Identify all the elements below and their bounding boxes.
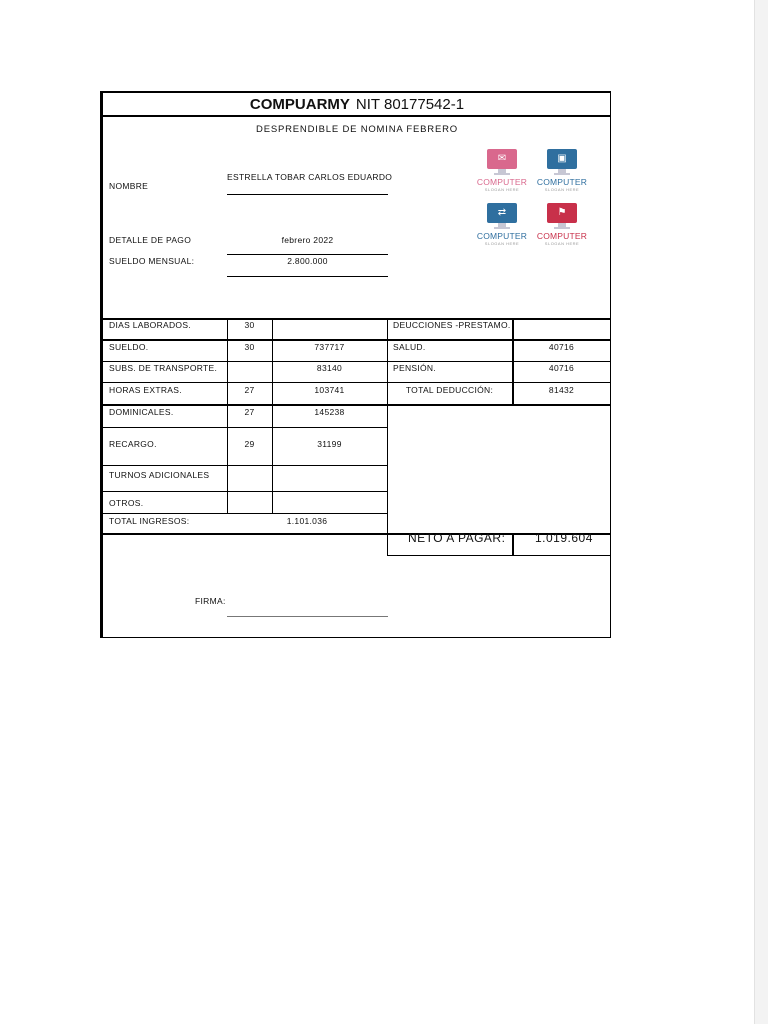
pay-detail-underline	[227, 254, 388, 255]
horas-qty: 27	[244, 385, 255, 395]
laptop-chat-icon: ✉	[487, 149, 517, 169]
otros-label: OTROS.	[109, 498, 144, 508]
col-border	[512, 533, 514, 555]
logo-slogan: SLOGAN HERE	[544, 187, 580, 192]
logo-slogan: SLOGAN HERE	[544, 241, 580, 246]
dominicales-value: 145238	[314, 407, 345, 417]
dias-label: DIAS LABORADOS.	[109, 320, 191, 330]
pension-value: 40716	[548, 363, 575, 373]
col-border	[387, 318, 388, 555]
row-border	[103, 491, 387, 492]
recargo-label: RECARGO.	[109, 439, 157, 449]
dias-qty: 30	[244, 320, 255, 330]
monitor-icon: ▣	[547, 149, 577, 169]
row-border	[103, 404, 611, 406]
company-nit: NIT 80177542-1	[355, 96, 465, 113]
sueldo-qty: 30	[244, 342, 255, 352]
dominicales-label: DOMINICALES.	[109, 407, 174, 417]
slip-title	[103, 96, 611, 113]
logo-label: COMPUTER	[476, 177, 528, 187]
pension-label: PENSIÓN.	[393, 363, 437, 373]
row-border	[103, 465, 387, 466]
logo-monitor	[531, 145, 593, 201]
row-border	[103, 382, 611, 383]
computer-logos	[471, 141, 596, 269]
logo-slogan: SLOGAN HERE	[484, 241, 520, 246]
dominicales-qty: 27	[244, 407, 255, 417]
name-label: NOMBRE	[109, 181, 149, 191]
pay-detail-value: febrero 2022	[281, 235, 334, 245]
total-ingresos-value: 1.101.036	[286, 516, 328, 526]
logo-laptop-network	[471, 199, 533, 255]
title-divider	[103, 115, 611, 117]
viewer-scroll-edge	[754, 0, 768, 1024]
name-underline	[227, 194, 388, 195]
logo-slogan: SLOGAN HERE	[484, 187, 520, 192]
employee-name: ESTRELLA TOBAR CARLOS EDUARDO	[227, 172, 393, 182]
slip-subtitle: DESPRENDIBLE DE NOMINA FEBRERO	[256, 124, 458, 135]
total-deduccion-value: 81432	[548, 385, 575, 395]
transporte-value: 83140	[316, 363, 343, 373]
recargo-value: 31199	[317, 439, 342, 449]
monitor-shield-icon: ⚑	[547, 203, 577, 223]
sueldo-label: SUELDO.	[109, 342, 149, 352]
firma-label: FIRMA:	[195, 596, 226, 606]
horas-label: HORAS EXTRAS.	[109, 385, 182, 395]
salary-label: SUELDO MENSUAL:	[109, 256, 195, 266]
salary-underline	[227, 276, 388, 277]
sueldo-value: 737717	[314, 342, 345, 352]
prestamo-label: DEUCCIONES -PRESTAMO.	[393, 320, 511, 330]
laptop-network-icon: ⇄	[487, 203, 517, 223]
neto-value: 1.019.604	[535, 531, 593, 545]
logo-monitor-shield	[531, 199, 593, 255]
salud-label: SALUD.	[393, 342, 426, 352]
row-border	[103, 427, 387, 428]
salud-value: 40716	[548, 342, 575, 352]
transporte-label: SUBS. DE TRANSPORTE.	[109, 363, 218, 373]
row-border	[103, 361, 611, 362]
total-deduccion-label: TOTAL DEDUCCIÓN:	[405, 385, 494, 395]
logo-laptop-chat	[471, 145, 533, 201]
payroll-slip	[100, 91, 611, 638]
company-name: COMPUARMY	[249, 96, 350, 113]
pay-detail-label: DETALLE DE PAGO	[109, 235, 192, 245]
logo-label: COMPUTER	[536, 231, 588, 241]
neto-bottom-border	[387, 555, 611, 556]
row-border	[103, 513, 387, 514]
row-border	[103, 339, 611, 341]
signature-line	[227, 616, 388, 617]
neto-label: NETO A PAGAR:	[408, 531, 506, 545]
turnos-label: TURNOS ADICIONALES	[109, 470, 210, 480]
logo-label: COMPUTER	[536, 177, 588, 187]
horas-value: 103741	[314, 385, 345, 395]
total-ingresos-label: TOTAL INGRESOS:	[109, 516, 190, 526]
salary-value: 2.800.000	[287, 256, 328, 266]
recargo-qty: 29	[244, 439, 255, 449]
logo-label: COMPUTER	[476, 231, 528, 241]
